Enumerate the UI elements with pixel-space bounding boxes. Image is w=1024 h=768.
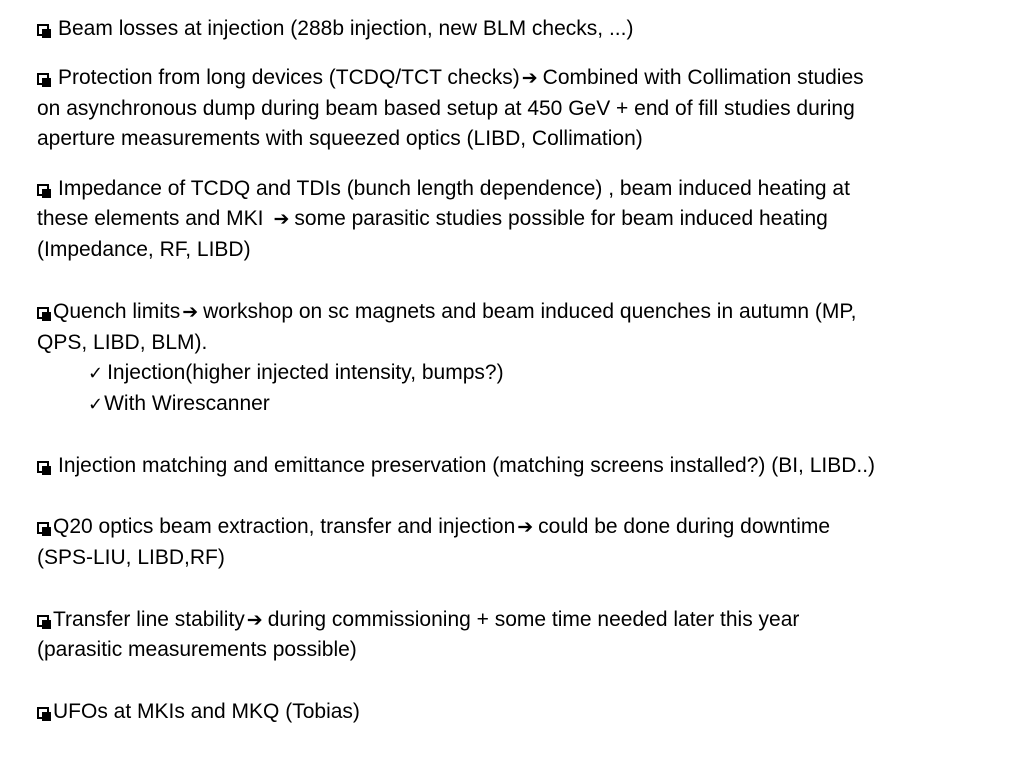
bullet-text: Q20 optics beam extraction, transfer and injection: [53, 515, 516, 538]
bullet-continuation: on asynchronous dump during beam based setup at 450 GeV + end of fill studies during: [37, 97, 855, 120]
right-arrow-icon: ➔: [521, 67, 538, 89]
bullet-item: [37, 63, 997, 93]
bullet-continuation: (Impedance, RF, LIBD): [37, 238, 251, 261]
right-arrow-icon: ➔: [182, 301, 199, 323]
checkbox-bullet-icon: [37, 24, 49, 36]
checkbox-bullet-icon: [37, 73, 49, 85]
checkbox-bullet-icon: [37, 184, 49, 196]
checkbox-bullet-icon: [37, 615, 49, 627]
bullet-item: [37, 512, 997, 542]
bullet-text: could be done during downtime: [538, 515, 831, 538]
bullet-text: workshop on sc magnets and beam induced quenches in autumn (MP,: [203, 300, 857, 323]
bullet-text: some parasitic studies possible for beam induced heating: [294, 207, 828, 230]
bullet-text: these elements and MKI: [37, 207, 264, 230]
bullet-text: Impedance of TCDQ and TDIs (bunch length dependence) , beam induced heating at: [58, 177, 850, 200]
checkbox-bullet-icon: [37, 461, 49, 473]
bullet-continuation: [37, 204, 997, 234]
right-arrow-icon: ➔: [246, 609, 263, 631]
checkmark-icon: ✓: [88, 394, 104, 415]
bullet-item: [37, 297, 997, 327]
right-arrow-icon: ➔: [517, 516, 534, 538]
bullet-continuation: (parasitic measurements possible): [37, 638, 357, 661]
bullet-item: [37, 451, 997, 481]
sub-bullet-text: With Wirescanner: [104, 392, 270, 415]
bullet-item: [37, 174, 997, 204]
checkbox-bullet-icon: [37, 522, 49, 534]
bullet-item: [37, 14, 997, 44]
bullet-continuation: QPS, LIBD, BLM).: [37, 331, 208, 354]
bullet-text: during commissioning + some time needed later this year: [267, 608, 800, 631]
sub-bullet-item: [88, 358, 1024, 389]
bullet-item: [37, 697, 997, 727]
sub-bullet-item: [88, 389, 1024, 420]
checkbox-bullet-icon: [37, 707, 49, 719]
bullet-text: Transfer line stability: [53, 608, 245, 631]
bullet-item: [37, 605, 997, 635]
bullet-text: UFOs at MKIs and MKQ (Tobias): [53, 700, 360, 723]
bullet-text: Protection from long devices (TCDQ/TCT checks): [58, 66, 520, 89]
sub-bullet-text: Injection(higher injected intensity, bumps?): [107, 361, 504, 384]
right-arrow-icon: ➔: [273, 208, 290, 230]
bullet-text: Combined with Collimation studies: [542, 66, 864, 89]
bullet-continuation: aperture measurements with squeezed optics (LIBD, Collimation): [37, 127, 643, 150]
checkmark-icon: ✓: [88, 363, 104, 384]
bullet-text: Quench limits: [53, 300, 181, 323]
bullet-continuation: (SPS-LIU, LIBD,RF): [37, 546, 225, 569]
bullet-text: Injection matching and emittance preservation (matching screens installed?) (BI, LIBD..): [58, 454, 876, 477]
checkbox-bullet-icon: [37, 307, 49, 319]
bullet-text: Beam losses at injection (288b injection, new BLM checks, ...): [58, 17, 634, 40]
